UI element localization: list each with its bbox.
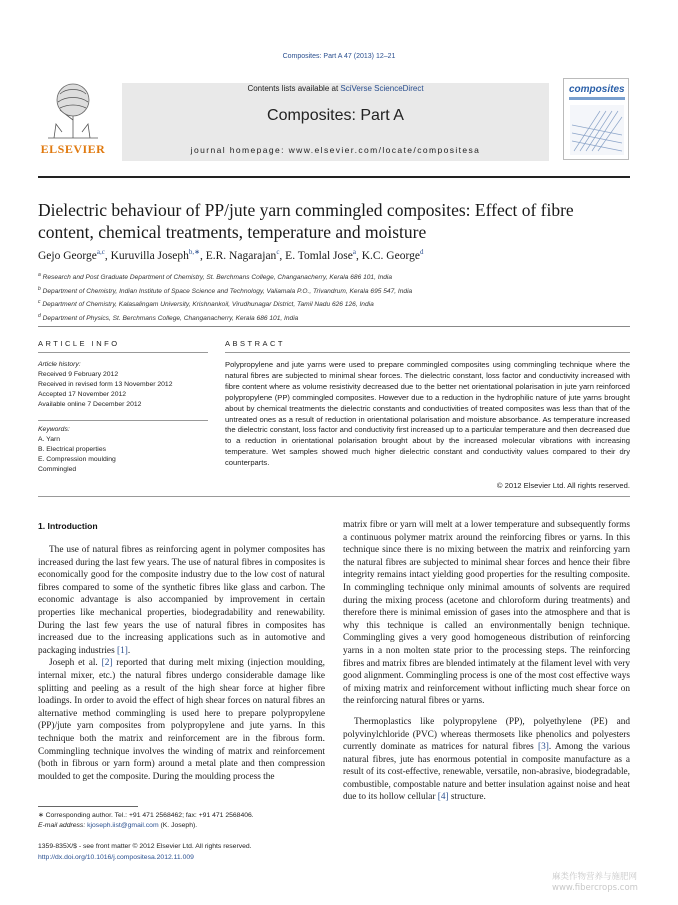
affiliation [38, 270, 638, 284]
article-info-divider [38, 352, 208, 353]
citation-link[interactable]: [4] [437, 792, 449, 803]
keyword: A. Yarn [38, 436, 61, 443]
header-divider [38, 176, 630, 178]
body-paragraph: matrix fibre or yarn will melt at a lower temperature and subsequently forms a continuous polymer matrix around the reinforcing fibres or yarns. In this technique since there is no mixing between the matrix and reinforcing yarn the natural fibres are subjected to minimal shear forces and hence their fibre integrity remains intact yielding good properties for the resulting composite. In commingling technique only minimal amounts of solvents are required during the mixing process (acetone and chloroform during treatments) and therefore there is minimal emission of gases into the atmosphere and that is why this technique is called an environmentally benign technique. Commingling gives a very good homogeneous distribution of reinforcing yarns in a non molten state prior to the processing steps. The reinforcing fibres and matrix fibres are blended intimately at the filament level with very good alignment. Commingling process is one of the most cost effective ways of mixing matrix and reinforcement without inflicting much shear force on the reinforcing natural fibres or yarns. [343, 520, 630, 707]
history-item: Accepted 17 November 2012 [38, 391, 127, 398]
author-separator: , [104, 249, 111, 262]
affiliation [38, 297, 638, 311]
affiliation-text: Department of Chemistry, Kalasalingam University, Krishnankoil, Virudhunagar District, Tamil Nadu 626 126, India [42, 301, 374, 309]
author-affil-mark[interactable]: d [419, 248, 424, 256]
paragraph-text: . Among the various natural fibres, jute has enormous potential in composite manufacture as a result of its cost-effective, renewable, versatile, non-abrasive, biodegradable, combustible, compostable nature and better insulation against noise and heat due to its hollow cellular [343, 742, 630, 803]
abstract-text: Polypropylene and jute yarns were used to prepare commingled composites using commingling technique where the natural fibres are subjected to minimal shear forces. The dielectric constant, loss factor and conductivity increased with fibre content where as volume resistivity decreased due to the better net orientational polarisation in jute yarn reinforced polypropylene (PP) commingled composites. However due to a reduction in the hydrophilic nature of jute yarns brought about by chemical treatments the dielectric constants and conductivities of treated composites was less than that of the untreated ones as a result of reduction in orientational polarisation and moisture absorbance. As temperature increased the dielectric constant, loss factor and conductivity first increased up to a particular temperature and then decreased due to a reduction in orientational polarisation brought about by the increased molecular vibrations with increasing temperature. Wet samples showed much higher dielectric constant and conductivity values compared to their dry counterparts. [225, 360, 630, 468]
email-link[interactable]: kjoseph.iist@gmail.com [87, 822, 159, 829]
author-name[interactable]: Gejo George [38, 249, 97, 262]
paragraph-text: structure. [448, 792, 486, 803]
body-paragraph [38, 657, 325, 783]
affiliation-mark: c [38, 299, 41, 306]
affiliation-divider [38, 326, 630, 327]
author-name[interactable]: E.R. Nagarajan [205, 249, 277, 262]
email-suffix: (K. Joseph). [158, 822, 198, 829]
article-info-panel [38, 360, 208, 475]
abstract-copyright: © 2012 Elsevier Ltd. All rights reserved. [496, 481, 630, 490]
author-separator: , [355, 249, 362, 262]
keyword: B. Electrical properties [38, 446, 106, 453]
cover-subtitle-bar [569, 97, 625, 100]
journal-header-band [122, 83, 549, 161]
body-column-right [343, 519, 630, 804]
email-label: E-mail address: [38, 822, 88, 829]
email-line [38, 821, 338, 831]
citation-link[interactable]: [1] [117, 645, 128, 656]
keyword: E. Compression moulding [38, 456, 116, 463]
publisher-name: ELSEVIER [40, 142, 106, 156]
journal-homepage[interactable]: journal homepage: www.elsevier.com/locate/compositesa [190, 145, 481, 155]
affiliation-text: Department of Physics, St. Berchmans College, Changanacherry, Kerala 686 101, India [42, 315, 299, 323]
issn-line: 1359-835X/$ - see front matter © 2012 Elsevier Ltd. All rights reserved. [38, 843, 252, 850]
abstract-bottom-divider [38, 496, 630, 497]
keyword: Commingled [38, 466, 77, 473]
author-separator: , [199, 249, 206, 262]
affiliation-mark: a [38, 272, 41, 278]
history-label: Article history: [38, 361, 81, 368]
author-separator: , [279, 249, 286, 262]
body-paragraph [343, 716, 630, 804]
doi-link[interactable]: http://dx.doi.org/10.1016/j.compositesa.2012.11.009 [38, 854, 194, 861]
citation-link[interactable]: [3] [537, 742, 549, 753]
affiliation-text: Research and Post Graduate Department of Chemistry, St. Berchmans College, Changanacherry, Kerala 686 101, India [42, 274, 393, 282]
body-paragraph: The use of natural fibres as reinforcing agent in polymer composites has increased during the last few years. The use of natural fibres in composites is economically good for the composite industry due to the low cost of natural fibres compared to some of the synthetic fibres like glass and carbon. The economic advantage is also accompanied by improvement in certain properties like mechanical properties, biodegradability and renewability. During the last few years the use of natural fibres in composites has increased due to the increasing applications such as in automotive and packaging industries [1]. [38, 545, 325, 656]
affiliation-list [38, 270, 638, 325]
abstract-heading: ABSTRACT [225, 339, 286, 348]
elsevier-logo [38, 80, 108, 160]
bottom-metadata [38, 841, 438, 863]
cover-image [570, 105, 624, 155]
article-title: Dielectric behaviour of PP/jute yarn commingled composites: Effect of fibre content, chemical treatments, temperature and moisture [38, 200, 574, 242]
paragraph-text: reported that during melt mixing (injection moulding, internal mixer, etc.) the natural fibres undergo considerable damage like splitting and peeling as a result of the high shear force at higher fibre loadings. In order to avoid the effect of high shear forces on natural fibres an alternative method commingling is used here to prepare polypropylene (PP)/jute yarn composites from polypropylene and jute yarns. In this technique both the matrix and reinforcement are in the fibrous form. Commingling technique involves the winding of matrix and reinforcement (both in fibrous or yarn form) around a metal plate and then compression moulded to get the composite. During the moulding process the [38, 658, 325, 782]
cover-title: composites [569, 84, 625, 95]
history-item: Available online 7 December 2012 [38, 401, 142, 408]
article-info-heading: ARTICLE INFO [38, 339, 120, 348]
author-affil-mark[interactable]: c [276, 248, 280, 256]
sciencedirect-link[interactable]: SciVerse ScienceDirect [340, 84, 424, 93]
keywords-label: Keywords: [38, 426, 70, 433]
affiliation [38, 311, 638, 325]
journal-citation[interactable]: Composites: Part A 47 (2013) 12–21 [282, 53, 396, 60]
paragraph-text: Joseph et al. [49, 658, 102, 669]
corresponding-author: ∗ Corresponding author. Tel.: +91 471 2568462; fax: +91 471 2568406. [38, 812, 254, 819]
footnote [38, 811, 338, 831]
site-watermark [552, 872, 638, 894]
elsevier-tree-icon [42, 80, 104, 140]
author-name[interactable]: E. Tomlal Jose [285, 249, 353, 262]
affiliation [38, 284, 638, 298]
author-affil-mark[interactable]: b,∗ [188, 248, 200, 256]
affiliation-mark: b [38, 285, 41, 292]
paragraph-text: The use of natural fibres as reinforcing agent in polymer composites has increased during the last few years. The use of natural fibres in composites is economically good for the composite industry due to the low cost of natural fibres compared to some of the synthetic fibres like glass and carbon. The economic advantage is also accompanied by improvement in certain properties like mechanical properties, biodegradability and renewability. During the last few years the use of natural fibres in composites has increased due to the increasing applications such as in automotive and packaging industries [38, 545, 325, 656]
journal-cover-thumbnail [563, 78, 629, 160]
keywords-block [38, 420, 208, 475]
paragraph-text: Thermoplastics like polypropylene (PP), polyethylene (PE) and polyvinylchloride (PVC) whereas thermosets like phenolics and polyesters currently dominate as matrices for natural fibres [343, 716, 630, 753]
history-item: Received 9 February 2012 [38, 371, 119, 378]
footnote-divider [38, 806, 138, 807]
contents-line [122, 83, 549, 94]
author-list [38, 248, 638, 262]
author-name[interactable]: Kuruvilla Joseph [110, 249, 189, 262]
watermark-line: 麻类作物营养与施肥网 [552, 872, 638, 882]
affiliation-mark: d [38, 313, 41, 320]
section-heading-introduction: 1. Introduction [38, 521, 98, 531]
author-affil-mark[interactable]: a [352, 248, 356, 256]
contents-prefix: Contents lists available at [247, 84, 341, 93]
watermark-line: www.fibercrops.com [552, 883, 638, 893]
affiliation-text: Department of Chemistry, Indian Institute of Space Science and Technology, Valiamala P.O., Trivandrum, Kerala 695 547, India [42, 287, 413, 295]
journal-name: Composites: Part A [267, 107, 404, 124]
citation-link[interactable]: [2] [101, 658, 113, 669]
abstract-divider [225, 352, 630, 353]
body-column-left [38, 544, 325, 783]
author-name[interactable]: K.C. George [361, 249, 420, 262]
history-item: Received in revised form 13 November 2012 [38, 381, 173, 388]
author-affil-mark[interactable]: a,c [96, 248, 105, 256]
